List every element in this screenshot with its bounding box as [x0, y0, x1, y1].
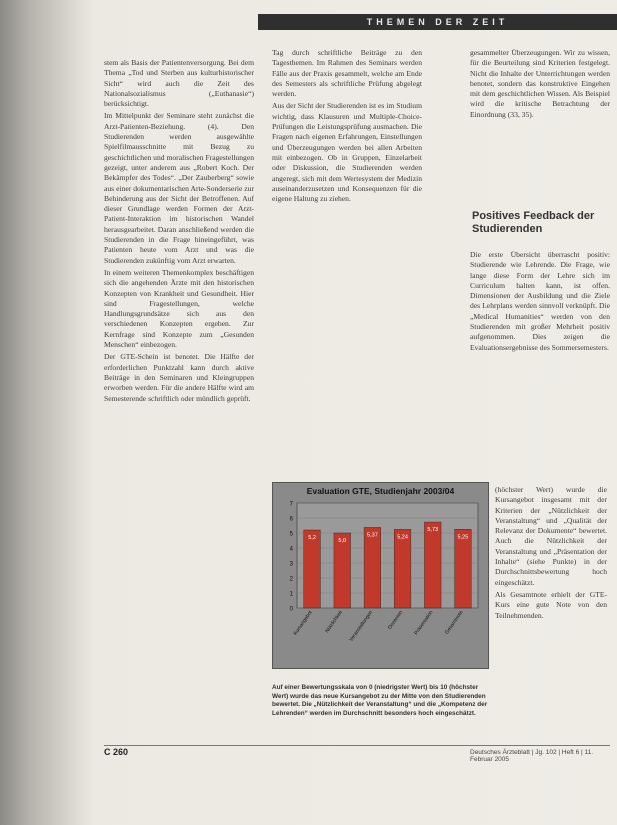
text-column-3-bottom — [495, 485, 607, 745]
bar — [364, 527, 381, 608]
binding-shadow — [0, 0, 95, 825]
y-tick-label: 0 — [289, 606, 293, 613]
journal-citation: Deutsches Ärzteblatt | Jg. 102 | Heft 6 | 11. Februar 2005 — [470, 749, 594, 763]
paragraph: Im Mittelpunkt der Seminare steht zunächst die Arzt-Patienten-Beziehung. (4). Den Studierenden werden ausgewählte Spielfilmausschnitte mit Bezug zu geschichtlichen und moralischen Fragestellungen gezeigt, unter anderem aus „Robert Koch. Der Bekämpfer des Todes“. „Der Zauberberg“ sowie aus einer dokumentarischen Arte-Sonderserie zur Behinderung aus der Sicht der Betroffenen. Auf dieser Grundlage werden Formen der Arzt-Patient-Interaktion im historischen Wandel herausgearbeitet. Daran anschließend werden die Studierenden in die Frage hineingeführt, was Patienten heute vom Arzt und was die Studierenden zukünftig vom Arzt erwarten. — [104, 111, 254, 265]
chart-caption: Auf einer Bewertungsskala von 0 (niedrigster Wert) bis 10 (höchster Wert) wurde das neue Kursangebot zu der Mitte von den Studierenden bewertet. Die „Nützlichkeit der Veranstaltung“ und die „Kompetenz der Lehrenden“ werden im Durchschnitt besonders hoch eingeschätzt. — [272, 684, 488, 717]
text-column-3-middle — [470, 250, 610, 480]
bar — [334, 533, 351, 608]
x-tick-label: Veranstaltungen — [348, 609, 375, 643]
x-tick-label: Kursangebot — [292, 609, 314, 637]
page-number: C 260 — [104, 747, 129, 757]
bar-value-label: 5,37 — [367, 532, 378, 539]
paragraph: stem als Basis der Patientenversorgung. Bei dem Thema „Tod und Sterben aus kulturhistorischer Sicht“ wird auch die Zeit des Nationalsozialismus („Euthanasie“) berücksichtigt. — [104, 58, 254, 109]
paragraph: In einem weiteren Themenkomplex beschäftigen sich die angehenden Ärzte mit den historischen Konzepten von Krankheit und Gesundheit. Hier sind Fragestellungen, welche Handlungsgrundsätze sich aus den verschiedenen Konzepten ergeben. Zur Kernfrage sind Konzepte zum „Gesunden Menschen“ einbezogen. — [104, 267, 254, 350]
text-column-2 — [272, 48, 422, 478]
bar — [424, 522, 441, 608]
footer-rule — [104, 745, 610, 746]
x-tick-label: Dozenten — [387, 609, 405, 631]
x-tick-label: Nützlichkeit — [324, 609, 344, 635]
paragraph: Aus der Sicht der Studierenden ist es im Studium wichtig, dass Klausuren und Multiple-Choice-Prüfungen die Leistungsprüfung ausmachen. Die Fragen nach eigenen Erfahrungen, Einstellungen und Überzeugungen werden bei allen Arbeiten mit einbezogen. Ob in Gruppen, Einzelarbeit oder Diskussion, die Studierenden werden angeregt, sich mit dem Wertesystem der Medizin auseinanderzusetzen und Konsequenzen für die eigene Haltung zu ziehen. — [272, 101, 422, 204]
paragraph: (höchster Wert) wurde die Kursangebot insgesamt mit der Kriterien der „Nützlichkeit der Veranstaltung“ und „Qualität der Relevanz der Dokumente“ bewertet. Auch die Nützlichkeit der Veranstaltung und „Präsentation der Inhalte“ (siehe Punkte) in der Durchschnittsbewertung hoch eingeschätzt. — [495, 485, 607, 587]
evaluation-chart — [272, 482, 489, 669]
text-column-1 — [104, 58, 254, 798]
bar-value-label: 5,2 — [308, 535, 316, 541]
bar — [304, 530, 321, 608]
chart-plot — [273, 483, 488, 668]
bar-value-label: 5,0 — [338, 538, 347, 544]
section-header: THEMEN DER ZEIT — [258, 14, 617, 30]
text-column-3-top — [470, 48, 610, 228]
x-tick-label: Gesamtnote — [444, 609, 465, 636]
paragraph: Der GTE-Schein ist benotet. Die Hälfte der erforderlichen Punktzahl kann durch aktive Beiträge in den Seminaren und Kleingruppen erworben werden. Für die andere Hälfte wird am Semesterende schriftlich oder mündlich geprüft. — [104, 352, 254, 403]
bar — [394, 529, 411, 608]
plot-area — [297, 503, 478, 608]
x-tick-label: Präsentation — [413, 609, 435, 637]
section-heading: Positives Feedback der Studierenden — [472, 210, 595, 235]
paragraph: gesammelter Überzeugungen. Wir zu wissen, für die Beurteilung sind Kriterien festgelegt. Nicht die Inhalte der Unterrichtungen werden benotet, sondern das konstruktive Eingehen mit dem geschichtlichen Wissen. Als Beispiel wird die kritische Betrachtung der Einordnung (33, 35). — [470, 48, 610, 119]
bar — [455, 529, 472, 608]
y-tick-label: 3 — [289, 561, 293, 568]
y-tick-label: 4 — [289, 546, 293, 553]
bar-value-label: 5,24 — [397, 534, 408, 541]
y-tick-label: 1 — [289, 591, 293, 598]
y-tick-label: 2 — [289, 576, 293, 583]
paragraph: Als Gesamtnote erhielt der GTE-Kurs eine gute Note von den Teilnehmenden. — [495, 589, 607, 620]
bar-value-label: 5,25 — [457, 534, 469, 541]
bar-value-label: 5,73 — [427, 527, 439, 534]
y-tick-label: 6 — [289, 516, 293, 523]
y-tick-label: 7 — [289, 501, 293, 508]
paragraph: Die erste Übersicht überrascht positiv: Studierende wie Lehrende. Die Frage, wie lange diese Form der Lehre sich im Curriculum halten kann, ist offen. Dimensionen der Ausbildung und die Ziele des Lehrplans werden sinnvoll verknüpft. Die „Medical Humanities“ werden von den Studierenden mit großer Mehrheit positiv aufgenommen. Dies zeigen die Evaluationsergebnisse des Sommersemesters. — [470, 250, 610, 352]
paragraph: Tag durch schriftliche Beiträge zu den Tagesthemen. Im Rahmen des Seminars werden Fälle aus der Praxis gesammelt, welche am Ende des Semesters als schriftliche Prüfung abgelegt werden. — [272, 48, 422, 99]
y-tick-label: 5 — [289, 531, 293, 538]
chart-title: Evaluation GTE, Studienjahr 2003/04 — [306, 486, 455, 496]
